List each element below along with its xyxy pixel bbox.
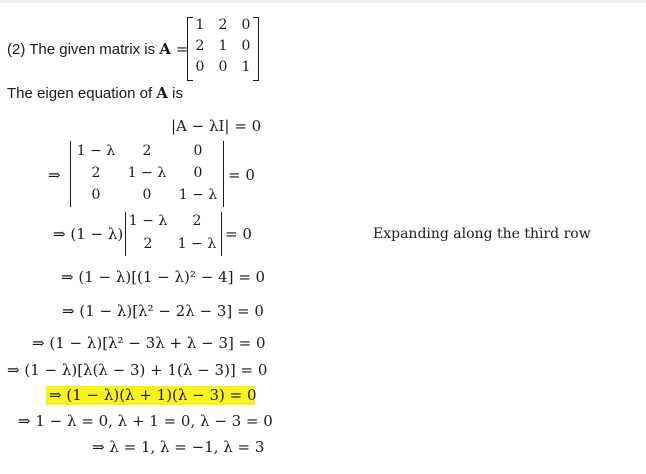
determinant-cell: 0 [193, 165, 203, 181]
step-5: ⇒ (1 − λ)[λ² − 2λ − 3] = 0 [62, 302, 264, 320]
determinant-left-bar [70, 141, 71, 207]
determinant-cell: 2 [91, 165, 101, 181]
determinant-cell: 1 − λ [76, 143, 116, 159]
determinant-cell: 2 [142, 143, 152, 159]
determinant-cell: 1 − λ [178, 187, 218, 203]
step-3 [53, 212, 258, 256]
matrix-cell: 0 [241, 38, 251, 54]
implies-symbol: ⇒ [48, 166, 61, 184]
intro-symbol: A [159, 40, 171, 58]
matrix-cell: 2 [195, 38, 205, 54]
step-9: ⇒ 1 − λ = 0, λ + 1 = 0, λ − 3 = 0 [18, 412, 273, 430]
expansion-note: Expanding along the third row [373, 226, 591, 242]
intro-equals: = [170, 40, 189, 58]
determinant-cell: 2 [192, 213, 202, 229]
matrix-cell: 2 [218, 17, 228, 33]
equals-zero: = 0 [228, 166, 255, 184]
matrix-cell: 0 [195, 59, 205, 75]
determinant-cell: 0 [193, 143, 203, 159]
eigen-prefix: The eigen equation of [7, 85, 157, 102]
matrix-cell: 1 [241, 59, 251, 75]
matrix-cell: 1 [195, 17, 205, 33]
determinant-cell: 1 − λ [177, 236, 217, 252]
top-strip [0, 0, 646, 3]
step-7: ⇒ (1 − λ)[λ(λ − 3) + 1(λ − 3)] = 0 [7, 361, 268, 379]
step-2 [48, 141, 270, 207]
step-3-prefix: ⇒ (1 − λ) [53, 225, 124, 243]
step-1: |A − λI| = 0 [171, 117, 262, 135]
determinant-cell: 0 [142, 187, 152, 203]
eigen-suffix: is [167, 85, 183, 102]
step-8-highlighted: ⇒ (1 − λ)(λ + 1)(λ − 3) = 0 [49, 386, 257, 404]
intro-line [7, 39, 188, 58]
determinant-right-bar [221, 212, 222, 256]
determinant-right-bar [223, 141, 224, 207]
determinant-cell: 1 − λ [128, 213, 168, 229]
matrix-cell: 0 [241, 17, 251, 33]
determinant-cell: 0 [91, 187, 101, 203]
equals-zero: = 0 [225, 225, 252, 243]
step-10: ⇒ λ = 1, λ = −1, λ = 3 [92, 438, 265, 456]
eigen-symbol: A [156, 84, 168, 102]
matrix-cell: 0 [218, 59, 228, 75]
eigen-line [7, 83, 183, 102]
matrix-a [187, 17, 259, 79]
step-6: ⇒ (1 − λ)[λ² − 3λ + λ − 3] = 0 [32, 334, 266, 352]
determinant-cell: 1 − λ [127, 165, 167, 181]
matrix-cell: 1 [218, 38, 228, 54]
step-4: ⇒ (1 − λ)[(1 − λ)² − 4] = 0 [61, 268, 266, 286]
determinant-cell: 2 [143, 236, 153, 252]
intro-prefix: (2) The given matrix is [7, 41, 160, 58]
